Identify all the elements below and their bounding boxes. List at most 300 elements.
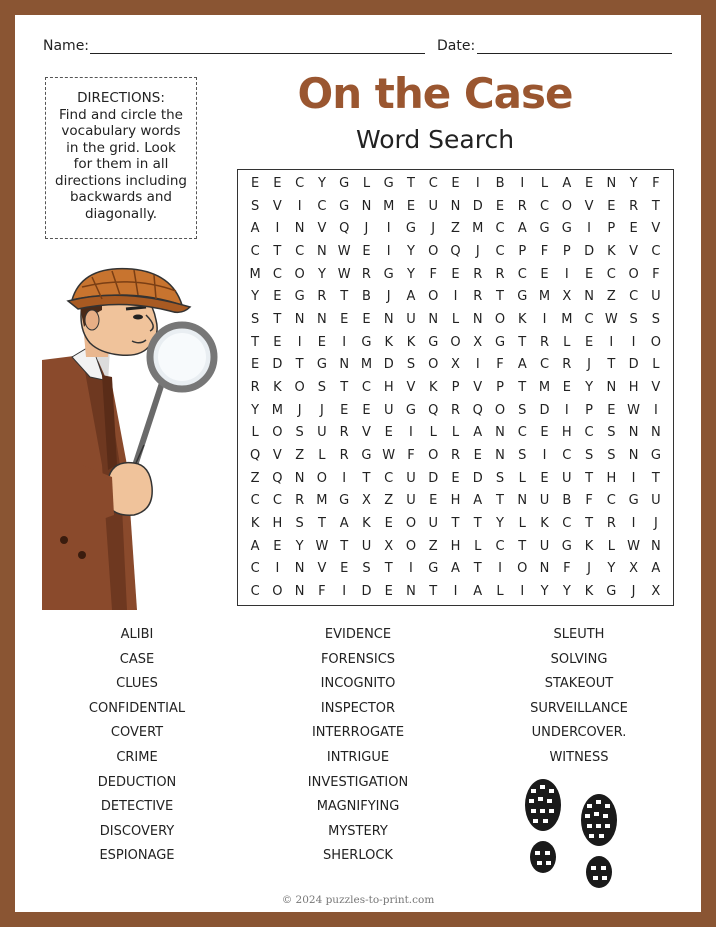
grid-letter[interactable]: N — [584, 289, 594, 305]
grid-letter[interactable]: I — [342, 470, 347, 486]
grid-letter[interactable]: W — [337, 243, 351, 259]
grid-letter[interactable]: G — [361, 334, 372, 350]
grid-letter[interactable]: N — [383, 311, 394, 327]
grid-letter[interactable]: F — [540, 243, 549, 259]
grid-letter[interactable]: C — [250, 584, 260, 600]
grid-letter[interactable]: U — [651, 493, 661, 509]
grid-letter[interactable]: I — [275, 561, 280, 577]
grid-letter[interactable]: Q — [428, 402, 439, 418]
grid-letter[interactable]: G — [383, 175, 394, 191]
grid-letter[interactable]: O — [561, 198, 572, 214]
grid-letter[interactable]: U — [406, 311, 416, 327]
grid-letter[interactable]: N — [628, 448, 639, 464]
grid-letter[interactable]: R — [473, 266, 483, 282]
grid-letter[interactable]: G — [405, 402, 416, 418]
grid-letter[interactable]: E — [317, 334, 327, 350]
grid-letter[interactable]: C — [250, 243, 260, 259]
grid-letter[interactable]: E — [273, 289, 282, 305]
grid-letter[interactable]: Z — [606, 289, 616, 305]
grid-letter[interactable]: M — [383, 198, 395, 214]
grid-letter[interactable]: G — [339, 493, 350, 509]
grid-letter[interactable]: M — [538, 289, 551, 305]
grid-letter[interactable]: L — [251, 425, 259, 441]
grid-letter[interactable]: G — [428, 334, 439, 350]
grid-letter[interactable]: C — [517, 266, 527, 282]
grid-letter[interactable]: H — [450, 493, 461, 509]
grid-letter[interactable]: L — [518, 470, 526, 486]
grid-letter[interactable]: Y — [295, 538, 304, 554]
grid-letter[interactable]: E — [384, 516, 393, 532]
grid-letter[interactable]: C — [651, 243, 661, 259]
grid-letter[interactable]: P — [607, 221, 616, 237]
grid-letter[interactable]: O — [428, 448, 439, 464]
grid-letter[interactable]: F — [407, 448, 415, 464]
grid-letter[interactable]: D — [361, 584, 372, 600]
grid-letter[interactable]: G — [316, 357, 327, 373]
grid-letter[interactable]: Q — [339, 221, 350, 237]
grid-letter[interactable]: I — [342, 584, 347, 600]
grid-letter[interactable]: G — [494, 334, 506, 350]
name-line[interactable] — [90, 53, 425, 54]
grid-letter[interactable]: R — [450, 402, 461, 418]
grid-letter[interactable]: F — [429, 266, 437, 282]
grid-letter[interactable]: L — [429, 425, 437, 441]
grid-letter[interactable]: V — [651, 379, 661, 395]
grid-letter[interactable]: N — [294, 584, 305, 600]
grid-letter[interactable]: C — [495, 538, 505, 554]
grid-letter[interactable]: I — [498, 561, 502, 577]
grid-letter[interactable]: E — [584, 334, 594, 350]
grid-letter[interactable]: G — [405, 221, 416, 237]
grid-letter[interactable]: D — [383, 357, 394, 373]
grid-letter[interactable]: R — [540, 334, 550, 350]
grid-letter[interactable]: A — [562, 175, 572, 191]
grid-letter[interactable]: T — [607, 357, 616, 373]
grid-letter[interactable]: Y — [540, 584, 549, 600]
grid-letter[interactable]: N — [517, 493, 528, 509]
grid-letter[interactable]: N — [472, 311, 483, 327]
grid-letter[interactable]: P — [562, 243, 571, 259]
grid-letter[interactable]: Q — [472, 402, 483, 418]
grid-letter[interactable]: E — [607, 402, 616, 418]
grid-letter[interactable]: X — [384, 538, 394, 554]
grid-letter[interactable]: U — [428, 198, 438, 214]
grid-letter[interactable]: Z — [451, 221, 460, 237]
grid-letter[interactable]: T — [340, 379, 349, 395]
grid-letter[interactable]: T — [496, 493, 504, 509]
grid-letter[interactable]: E — [540, 425, 549, 441]
grid-letter[interactable]: V — [651, 221, 661, 237]
grid-letter[interactable]: O — [405, 516, 417, 532]
grid-letter[interactable]: T — [295, 357, 304, 373]
grid-letter[interactable]: B — [361, 289, 371, 305]
grid-letter[interactable]: O — [428, 289, 439, 305]
grid-letter[interactable]: K — [540, 516, 549, 532]
grid-letter[interactable]: J — [297, 402, 302, 418]
grid-letter[interactable]: G — [339, 175, 350, 191]
grid-letter[interactable]: J — [364, 221, 369, 237]
grid-letter[interactable]: N — [339, 357, 350, 373]
grid-letter[interactable]: P — [451, 379, 460, 395]
grid-letter[interactable]: G — [339, 198, 350, 214]
grid-letter[interactable]: T — [473, 561, 482, 577]
grid-letter[interactable]: Y — [585, 379, 594, 395]
grid-letter[interactable]: N — [294, 311, 305, 327]
grid-letter[interactable]: O — [294, 379, 305, 395]
grid-letter[interactable]: T — [518, 379, 527, 395]
grid-letter[interactable]: S — [495, 470, 505, 486]
grid-letter[interactable]: O — [272, 425, 283, 441]
grid-letter[interactable]: K — [362, 516, 371, 532]
grid-letter[interactable]: A — [250, 221, 260, 237]
grid-letter[interactable]: I — [542, 448, 547, 464]
grid-letter[interactable]: I — [475, 357, 480, 373]
grid-letter[interactable]: M — [538, 379, 551, 395]
grid-letter[interactable]: I — [297, 334, 302, 350]
grid-letter[interactable]: Y — [317, 175, 326, 191]
grid-letter[interactable]: K — [518, 311, 527, 327]
grid-letter[interactable]: V — [584, 198, 594, 214]
grid-letter[interactable]: T — [406, 175, 415, 191]
grid-letter[interactable]: J — [475, 243, 480, 259]
grid-letter[interactable]: N — [317, 311, 327, 327]
grid-letter[interactable]: L — [451, 425, 460, 441]
grid-letter[interactable]: S — [250, 198, 260, 214]
grid-letter[interactable]: Q — [272, 470, 283, 486]
grid-letter[interactable]: X — [473, 334, 483, 350]
grid-letter[interactable]: Z — [384, 493, 394, 509]
grid-letter[interactable]: T — [384, 561, 393, 577]
grid-letter[interactable]: V — [406, 379, 416, 395]
grid-letter[interactable]: N — [428, 311, 439, 327]
grid-letter[interactable]: H — [383, 379, 394, 395]
grid-letter[interactable]: K — [584, 584, 594, 600]
grid-letter[interactable]: A — [250, 538, 260, 554]
grid-letter[interactable]: S — [518, 402, 527, 418]
grid-letter[interactable]: E — [362, 402, 371, 418]
grid-letter[interactable]: T — [451, 516, 460, 532]
grid-letter[interactable]: E — [384, 584, 393, 600]
grid-letter[interactable]: S — [607, 425, 616, 441]
grid-letter[interactable]: M — [360, 357, 373, 373]
grid-letter[interactable]: G — [428, 561, 439, 577]
grid-letter[interactable]: L — [607, 538, 615, 554]
grid-letter[interactable]: A — [473, 584, 483, 600]
grid-letter[interactable]: T — [429, 584, 438, 600]
grid-letter[interactable]: E — [251, 357, 260, 373]
grid-letter[interactable]: S — [607, 448, 616, 464]
grid-letter[interactable]: I — [275, 221, 280, 237]
grid-letter[interactable]: N — [628, 425, 639, 441]
grid-letter[interactable]: L — [362, 175, 371, 191]
grid-letter[interactable]: J — [587, 561, 591, 577]
grid-letter[interactable]: J — [653, 516, 658, 532]
grid-letter[interactable]: I — [653, 402, 658, 418]
grid-letter[interactable]: E — [451, 266, 460, 282]
grid-letter[interactable]: I — [297, 198, 302, 214]
grid-letter[interactable]: H — [561, 425, 572, 441]
grid-letter[interactable]: T — [473, 516, 482, 532]
grid-letter[interactable]: I — [542, 311, 547, 327]
grid-letter[interactable]: R — [517, 198, 527, 214]
grid-letter[interactable]: K — [406, 334, 416, 350]
grid-letter[interactable]: U — [562, 470, 572, 486]
grid-letter[interactable]: E — [429, 493, 438, 509]
grid-letter[interactable]: L — [563, 334, 571, 350]
grid-letter[interactable]: S — [651, 311, 660, 327]
grid-letter[interactable]: W — [315, 538, 329, 554]
grid-letter[interactable]: L — [451, 311, 460, 327]
grid-letter[interactable]: K — [250, 516, 260, 532]
grid-letter[interactable]: Z — [428, 538, 438, 554]
grid-letter[interactable]: V — [317, 561, 327, 577]
grid-letter[interactable]: U — [539, 493, 550, 509]
grid-letter[interactable]: W — [337, 266, 351, 282]
grid-letter[interactable]: C — [540, 357, 550, 373]
grid-letter[interactable]: A — [473, 493, 483, 509]
grid-letter[interactable]: W — [604, 311, 618, 327]
grid-letter[interactable]: J — [587, 357, 591, 373]
grid-letter[interactable]: N — [539, 561, 550, 577]
grid-letter[interactable]: F — [563, 561, 571, 577]
grid-letter[interactable]: Y — [317, 266, 326, 282]
grid-letter[interactable]: A — [517, 357, 527, 373]
grid-letter[interactable]: G — [517, 289, 528, 305]
grid-letter[interactable]: M — [316, 493, 328, 509]
grid-letter[interactable]: S — [584, 448, 594, 464]
grid-letter[interactable]: O — [650, 334, 661, 350]
grid-letter[interactable]: G — [650, 448, 661, 464]
grid-letter[interactable]: N — [406, 584, 416, 600]
grid-letter[interactable]: K — [584, 538, 594, 554]
grid-letter[interactable]: L — [518, 516, 526, 532]
grid-letter[interactable]: Y — [251, 402, 260, 418]
grid-letter[interactable]: E — [384, 425, 393, 441]
grid-letter[interactable]: E — [540, 266, 549, 282]
grid-letter[interactable]: U — [317, 425, 327, 441]
grid-letter[interactable]: C — [540, 198, 550, 214]
grid-letter[interactable]: G — [561, 221, 572, 237]
grid-letter[interactable]: X — [562, 289, 572, 305]
grid-letter[interactable]: I — [453, 289, 458, 305]
grid-letter[interactable]: V — [473, 379, 483, 395]
grid-letter[interactable]: T — [518, 538, 527, 554]
grid-letter[interactable]: Z — [250, 470, 260, 486]
grid-letter[interactable]: R — [361, 266, 371, 282]
grid-letter[interactable]: Y — [406, 243, 415, 259]
grid-letter[interactable]: C — [384, 470, 394, 486]
grid-letter[interactable]: N — [495, 425, 505, 441]
grid-letter[interactable]: A — [651, 561, 661, 577]
grid-letter[interactable]: U — [651, 289, 661, 305]
grid-letter[interactable]: D — [472, 470, 483, 486]
grid-letter[interactable]: C — [361, 379, 371, 395]
grid-letter[interactable]: T — [362, 470, 371, 486]
grid-letter[interactable]: E — [451, 470, 460, 486]
grid-letter[interactable]: R — [606, 516, 616, 532]
grid-letter[interactable]: D — [272, 357, 283, 373]
grid-letter[interactable]: O — [272, 584, 283, 600]
grid-letter[interactable]: K — [607, 243, 616, 259]
grid-letter[interactable]: E — [451, 175, 460, 191]
grid-letter[interactable]: V — [272, 198, 282, 214]
grid-letter[interactable]: N — [495, 448, 505, 464]
grid-letter[interactable]: X — [629, 561, 639, 577]
grid-letter[interactable]: D — [428, 470, 439, 486]
grid-letter[interactable]: S — [295, 425, 304, 441]
grid-letter[interactable]: I — [564, 402, 569, 418]
grid-letter[interactable]: S — [362, 561, 371, 577]
grid-letter[interactable]: A — [451, 561, 460, 577]
grid-letter[interactable]: F — [585, 493, 593, 509]
grid-letter[interactable]: G — [294, 289, 305, 305]
grid-letter[interactable]: C — [428, 175, 438, 191]
grid-letter[interactable]: E — [251, 175, 260, 191]
grid-letter[interactable]: G — [628, 493, 639, 509]
grid-letter[interactable]: O — [494, 402, 506, 418]
grid-letter[interactable]: N — [450, 198, 461, 214]
grid-letter[interactable]: E — [362, 243, 371, 259]
grid-letter[interactable]: S — [295, 516, 304, 532]
grid-letter[interactable]: R — [495, 266, 505, 282]
grid-letter[interactable]: W — [627, 402, 641, 418]
grid-letter[interactable]: H — [628, 379, 639, 395]
grid-letter[interactable]: I — [631, 516, 636, 532]
grid-letter[interactable]: L — [652, 357, 660, 373]
grid-letter[interactable]: P — [585, 402, 593, 418]
grid-letter[interactable]: E — [273, 334, 282, 350]
grid-letter[interactable]: N — [651, 425, 661, 441]
grid-letter[interactable]: E — [584, 175, 594, 191]
grid-letter[interactable]: C — [584, 425, 594, 441]
grid-letter[interactable]: F — [652, 175, 660, 191]
grid-letter[interactable]: D — [628, 357, 639, 373]
grid-letter[interactable]: I — [564, 266, 569, 282]
grid-letter[interactable]: Y — [607, 561, 616, 577]
grid-letter[interactable]: U — [428, 516, 438, 532]
grid-letter[interactable]: C — [629, 289, 639, 305]
grid-letter[interactable]: U — [383, 402, 394, 418]
grid-letter[interactable]: A — [517, 221, 527, 237]
grid-letter[interactable]: E — [584, 266, 594, 282]
grid-letter[interactable]: W — [382, 448, 396, 464]
grid-letter[interactable]: T — [340, 289, 349, 305]
grid-letter[interactable]: E — [362, 311, 371, 327]
grid-letter[interactable]: U — [361, 538, 372, 554]
grid-letter[interactable]: K — [428, 379, 438, 395]
grid-letter[interactable]: G — [539, 221, 550, 237]
grid-letter[interactable]: G — [606, 584, 617, 600]
grid-letter[interactable]: C — [562, 516, 572, 532]
grid-letter[interactable]: W — [627, 538, 641, 554]
grid-letter[interactable]: O — [450, 334, 461, 350]
grid-letter[interactable]: O — [316, 470, 328, 486]
grid-letter[interactable]: I — [342, 334, 347, 350]
grid-letter[interactable]: D — [584, 243, 595, 259]
grid-letter[interactable]: P — [496, 379, 504, 395]
grid-letter[interactable]: T — [340, 538, 349, 554]
grid-letter[interactable]: T — [273, 243, 282, 259]
grid-letter[interactable]: C — [272, 493, 282, 509]
grid-letter[interactable]: T — [651, 198, 660, 214]
grid-letter[interactable]: O — [428, 243, 439, 259]
grid-letter[interactable]: R — [629, 198, 639, 214]
grid-letter[interactable]: S — [629, 311, 638, 327]
grid-letter[interactable]: O — [294, 266, 305, 282]
grid-letter[interactable]: H — [272, 516, 283, 532]
grid-letter[interactable]: E — [340, 311, 349, 327]
grid-letter[interactable]: O — [494, 311, 506, 327]
grid-letter[interactable]: C — [606, 493, 616, 509]
grid-letter[interactable]: R — [339, 448, 349, 464]
grid-letter[interactable]: C — [562, 448, 572, 464]
grid-letter[interactable]: M — [472, 221, 484, 237]
grid-letter[interactable]: J — [631, 584, 636, 600]
grid-letter[interactable]: M — [271, 402, 283, 418]
grid-letter[interactable]: S — [518, 448, 527, 464]
grid-letter[interactable]: Z — [295, 448, 305, 464]
grid-letter[interactable]: E — [607, 198, 616, 214]
grid-letter[interactable]: E — [340, 561, 349, 577]
grid-letter[interactable]: Q — [250, 448, 261, 464]
date-line[interactable] — [477, 53, 672, 54]
grid-letter[interactable]: S — [317, 379, 327, 395]
grid-letter[interactable]: X — [651, 584, 661, 600]
grid-letter[interactable]: C — [295, 243, 305, 259]
grid-letter[interactable]: B — [562, 493, 572, 509]
grid-letter[interactable]: D — [472, 198, 483, 214]
grid-letter[interactable]: C — [517, 425, 527, 441]
grid-letter[interactable]: S — [250, 311, 260, 327]
grid-letter[interactable]: R — [250, 379, 260, 395]
grid-letter[interactable]: X — [451, 357, 460, 373]
grid-letter[interactable]: V — [317, 221, 327, 237]
grid-letter[interactable]: A — [339, 516, 349, 532]
grid-letter[interactable]: X — [361, 493, 371, 509]
grid-letter[interactable]: H — [450, 538, 461, 554]
grid-letter[interactable]: I — [520, 584, 525, 600]
grid-letter[interactable]: F — [652, 266, 660, 282]
grid-letter[interactable]: K — [384, 334, 393, 350]
grid-letter[interactable]: C — [495, 221, 505, 237]
grid-letter[interactable]: C — [317, 198, 327, 214]
grid-letter[interactable]: J — [386, 289, 391, 305]
grid-letter[interactable]: R — [317, 289, 327, 305]
grid-letter[interactable]: C — [250, 493, 260, 509]
grid-letter[interactable]: T — [585, 470, 594, 486]
grid-letter[interactable]: O — [405, 538, 417, 554]
grid-letter[interactable]: T — [273, 311, 282, 327]
grid-letter[interactable]: E — [340, 402, 349, 418]
grid-letter[interactable]: I — [453, 584, 458, 600]
grid-letter[interactable]: O — [628, 266, 639, 282]
grid-letter[interactable]: C — [495, 243, 505, 259]
grid-letter[interactable]: O — [517, 561, 528, 577]
grid-letter[interactable]: R — [295, 493, 305, 509]
grid-letter[interactable]: N — [294, 221, 305, 237]
grid-letter[interactable]: J — [319, 402, 324, 418]
grid-letter[interactable]: N — [361, 198, 372, 214]
grid-letter[interactable]: I — [409, 561, 413, 577]
grid-letter[interactable]: N — [606, 175, 617, 191]
grid-letter[interactable]: L — [474, 538, 482, 554]
grid-letter[interactable]: F — [496, 357, 504, 373]
grid-letter[interactable]: I — [520, 175, 525, 191]
grid-letter[interactable]: L — [496, 584, 504, 600]
grid-letter[interactable]: E — [273, 175, 282, 191]
grid-letter[interactable]: R — [562, 357, 572, 373]
grid-letter[interactable]: U — [406, 470, 416, 486]
